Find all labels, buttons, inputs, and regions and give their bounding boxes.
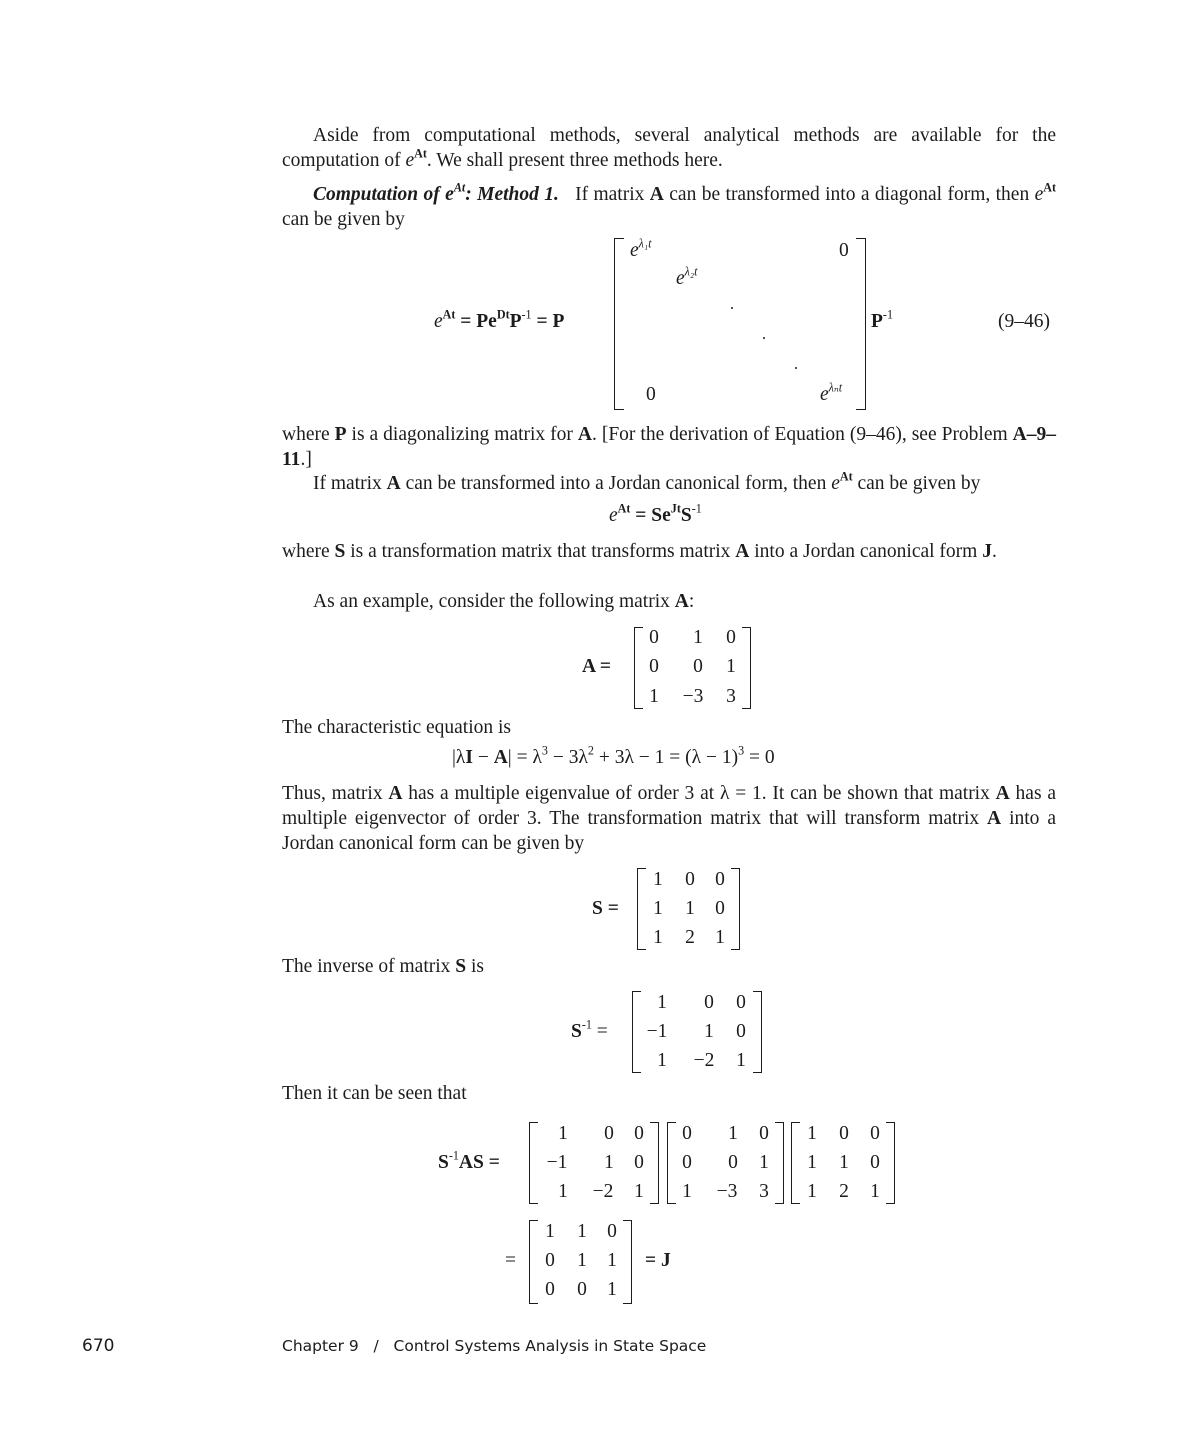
matrix-cell: 1 <box>726 656 736 677</box>
matrix-cell: 1 <box>728 1123 738 1144</box>
matrix-cell: 1 <box>577 1250 587 1271</box>
paragraph-characteristic: The characteristic equation is <box>282 717 512 738</box>
matrix-cell: 0 <box>736 992 746 1013</box>
matrix-cell: 0 <box>649 656 659 677</box>
matrix-S-label: S = <box>592 898 619 919</box>
matrix-cell: −2 <box>693 1050 715 1071</box>
matrix-cell: 0 <box>715 869 725 890</box>
matrix-cell: 0 <box>682 1152 692 1173</box>
matrix-cell: −1 <box>546 1152 568 1173</box>
eq946-lhs: $e^{At} = Pe^{Dt}P^{-1} = P$ <box>434 307 565 332</box>
matrix-cell: 0 <box>682 1123 692 1144</box>
matrix-cell: 1 <box>653 869 663 890</box>
matrix-cell: 0 <box>545 1279 555 1300</box>
paragraph-inverse: The inverse of matrix S is <box>282 956 485 977</box>
paragraph-diagonalizing: where P is a diagonalizing matrix for A. [For the derivation of Equation (9–46), see Problem A–9–11.] <box>282 424 1057 470</box>
running-footer: Chapter 9 / Control Systems Analysis in State Space <box>282 1337 707 1355</box>
matrix-cell: −3 <box>682 686 704 707</box>
matrix-cell: 0 <box>693 656 703 677</box>
matrix-cell: 1 <box>545 1221 555 1242</box>
eq946-rhs: $P^{-1}$ <box>871 307 893 332</box>
diag-dot <box>763 337 765 339</box>
matrix-cell: 0 <box>728 1152 738 1173</box>
diag-entry-2: $e^{\lambda_2t}$ <box>676 264 698 289</box>
matrix-cell: 1 <box>839 1152 849 1173</box>
matrix-cell: −1 <box>646 1021 668 1042</box>
matrix-cell: 1 <box>653 898 663 919</box>
matrix-cell: 0 <box>634 1123 644 1144</box>
equation-number: (9–46) <box>998 311 1050 332</box>
math-e: e <box>405 150 415 171</box>
matrix-cell: 1 <box>558 1123 568 1144</box>
matrix-cell: 1 <box>685 898 695 919</box>
matrix-cell: 0 <box>726 627 736 648</box>
matrix-cell: 1 <box>558 1181 568 1202</box>
diag-dot <box>795 367 797 369</box>
matrix-cell: 0 <box>545 1250 555 1271</box>
matrix-cell: 1 <box>807 1152 817 1173</box>
matrix-cell: 1 <box>657 1050 667 1071</box>
matrix-cell: 3 <box>759 1181 769 1202</box>
matrix-bracket-left <box>632 991 641 1073</box>
equation-jordan: $e^{At} = Se^{Jt}S^{-1}$ <box>609 501 702 526</box>
result-equals: = <box>505 1250 516 1271</box>
matrix-cell: 1 <box>649 686 659 707</box>
matrix-cell: 1 <box>634 1181 644 1202</box>
matrix-cell: 1 <box>759 1152 769 1173</box>
matrix-cell: 1 <box>607 1250 617 1271</box>
paragraph-method-1: Computation of $e^{At}$: Method 1. If matrix A can be transformed into a diagonal form, then $e^{At}$ can be given by <box>282 180 1057 230</box>
paragraph-eigenvalue: Thus, matrix A has a multiple eigenvalue of order 3 at λ = 1. It can be shown that matrix A has a multiple eigenvector of order 3. The transformation matrix that will transform matrix A into a Jordan canonical form can be given by <box>282 783 1056 854</box>
equation-characteristic: $|\lambda I - A| = \lambda^3 - 3\lambda^2 + 3\lambda - 1 = (\lambda - 1)^3 = 0$ <box>452 743 775 768</box>
matrix-cell: 2 <box>839 1181 849 1202</box>
diag-entry-1: $e^{\lambda_1t}$ <box>630 236 652 261</box>
product-label: $S^{-1}AS$ = <box>438 1148 500 1173</box>
matrix-cell: 0 <box>704 992 714 1013</box>
diag-dot <box>731 307 733 309</box>
matrix-cell: 0 <box>870 1123 880 1144</box>
matrix-cell: 0 <box>649 627 659 648</box>
matrix-cell: 0 <box>604 1123 614 1144</box>
method-heading: Computation of <box>313 184 446 205</box>
zero-lower-left: 0 <box>646 384 656 405</box>
matrix-cell: 0 <box>759 1123 769 1144</box>
matrix-cell: 1 <box>577 1221 587 1242</box>
matrix-cell: 1 <box>693 627 703 648</box>
matrix-A-label: A = <box>582 656 611 677</box>
matrix-bracket-left <box>614 238 624 410</box>
matrix-cell: 1 <box>607 1279 617 1300</box>
paragraph-transformation: where S is a transformation matrix that transforms matrix A into a Jordan canonical form J. <box>282 541 997 562</box>
matrix-cell: −2 <box>592 1181 614 1202</box>
zero-upper-right: 0 <box>839 240 849 261</box>
paragraph-intro: Aside from computational methods, several analytical methods are available for the computation of $e^{At}$. We shall present three methods here. <box>282 125 1056 171</box>
matrix-cell: 1 <box>807 1123 817 1144</box>
matrix-cell: 1 <box>657 992 667 1013</box>
result-J: = J <box>645 1250 671 1271</box>
paragraph-example: As an example, consider the following matrix A: <box>313 591 695 612</box>
matrix-bracket-right <box>856 238 866 410</box>
matrix-cell: 0 <box>715 898 725 919</box>
matrix-cell: 1 <box>715 927 725 948</box>
matrix-cell: 0 <box>607 1221 617 1242</box>
matrix-bracket-left <box>529 1122 538 1204</box>
matrix-cell: 0 <box>870 1152 880 1173</box>
matrix-cell: 1 <box>807 1181 817 1202</box>
matrix-cell: 0 <box>634 1152 644 1173</box>
matrix-cell: 1 <box>704 1021 714 1042</box>
diag-entry-n: $e^{\lambda_nt}$ <box>820 380 843 405</box>
matrix-cell: 0 <box>736 1021 746 1042</box>
matrix-cell: 0 <box>839 1123 849 1144</box>
matrix-cell: 1 <box>653 927 663 948</box>
paragraph-then: Then it can be seen that <box>282 1083 467 1104</box>
matrix-cell: −3 <box>716 1181 738 1202</box>
matrix-cell: 1 <box>736 1050 746 1071</box>
page-number: 670 <box>82 1336 115 1356</box>
matrix-cell: 1 <box>604 1152 614 1173</box>
matrix-cell: 0 <box>685 869 695 890</box>
matrix-cell: 1 <box>870 1181 880 1202</box>
matrix-cell: 1 <box>682 1181 692 1202</box>
matrix-S-inverse-label: $S^{-1}$ = <box>571 1017 608 1042</box>
matrix-cell: 2 <box>685 927 695 948</box>
matrix-cell: 0 <box>577 1279 587 1300</box>
matrix-cell: 3 <box>726 686 736 707</box>
paragraph-jordan: If matrix A can be transformed into a Jordan canonical form, then $e^{At}$ can be given by <box>313 469 981 494</box>
